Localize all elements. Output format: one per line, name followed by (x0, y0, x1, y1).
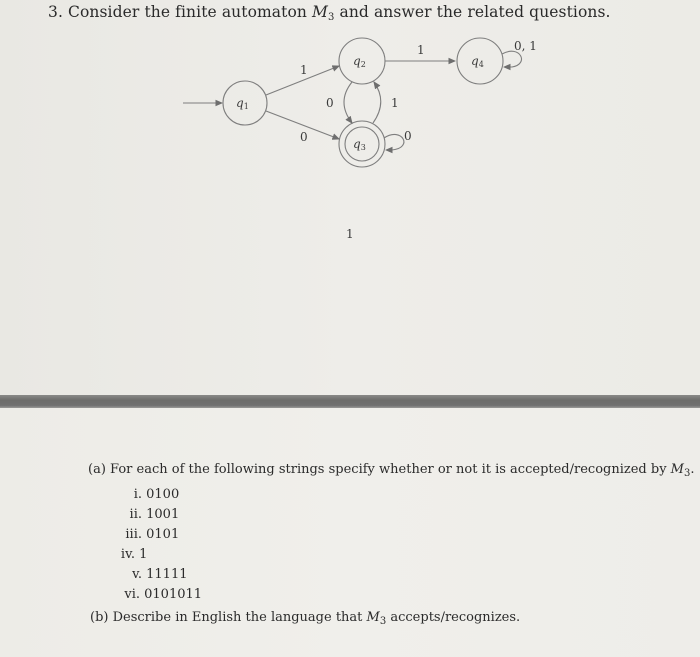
question-number: 3. (48, 3, 63, 21)
question-text-before: Consider the finite automaton (68, 3, 313, 21)
part-a-prompt: (a) For each of the following strings specify whether or not it is accepted/recognized by $M_3$. (88, 462, 695, 479)
list-item: v. 11111 (132, 567, 188, 582)
state-q1-label: q1 (236, 96, 249, 111)
list-item: i. 0100 (133, 487, 180, 502)
label-q3-q3: 0 (404, 129, 412, 143)
machine-name: $M_3$ (312, 3, 335, 23)
state-q3-label: q3 (353, 137, 366, 152)
stray-label: 1 (346, 227, 354, 241)
question-text-after: and answer the related questions. (334, 3, 611, 21)
part-a-label: (a) (88, 462, 106, 477)
list-item: iii. 0101 (125, 527, 180, 542)
edge-q2-q3 (344, 82, 352, 123)
label-q1-q2: 1 (300, 63, 308, 77)
label-q2-q4: 1 (417, 43, 425, 57)
edge-q3-q3 (384, 134, 404, 150)
edge-q3-q2 (373, 82, 381, 123)
edge-q4-q4 (502, 51, 521, 67)
list-item: vi. 0101011 (124, 587, 203, 602)
label-q2-q3: 0 (326, 96, 334, 110)
list-item: ii. 1001 (129, 507, 180, 522)
part-b-label: (b) (90, 610, 109, 625)
list-item: iv. 1 (120, 547, 148, 562)
label-q1-q3: 0 (300, 130, 308, 144)
page-divider (0, 395, 700, 408)
state-q4-label: q4 (471, 54, 484, 69)
part-b-prompt: (b) Describe in English the language that $M_3$ accepts/recognizes. (90, 610, 521, 627)
label-q3-q2: 1 (391, 96, 399, 110)
label-q4-q4: 0, 1 (514, 39, 537, 53)
state-q2-label: q2 (353, 54, 366, 69)
